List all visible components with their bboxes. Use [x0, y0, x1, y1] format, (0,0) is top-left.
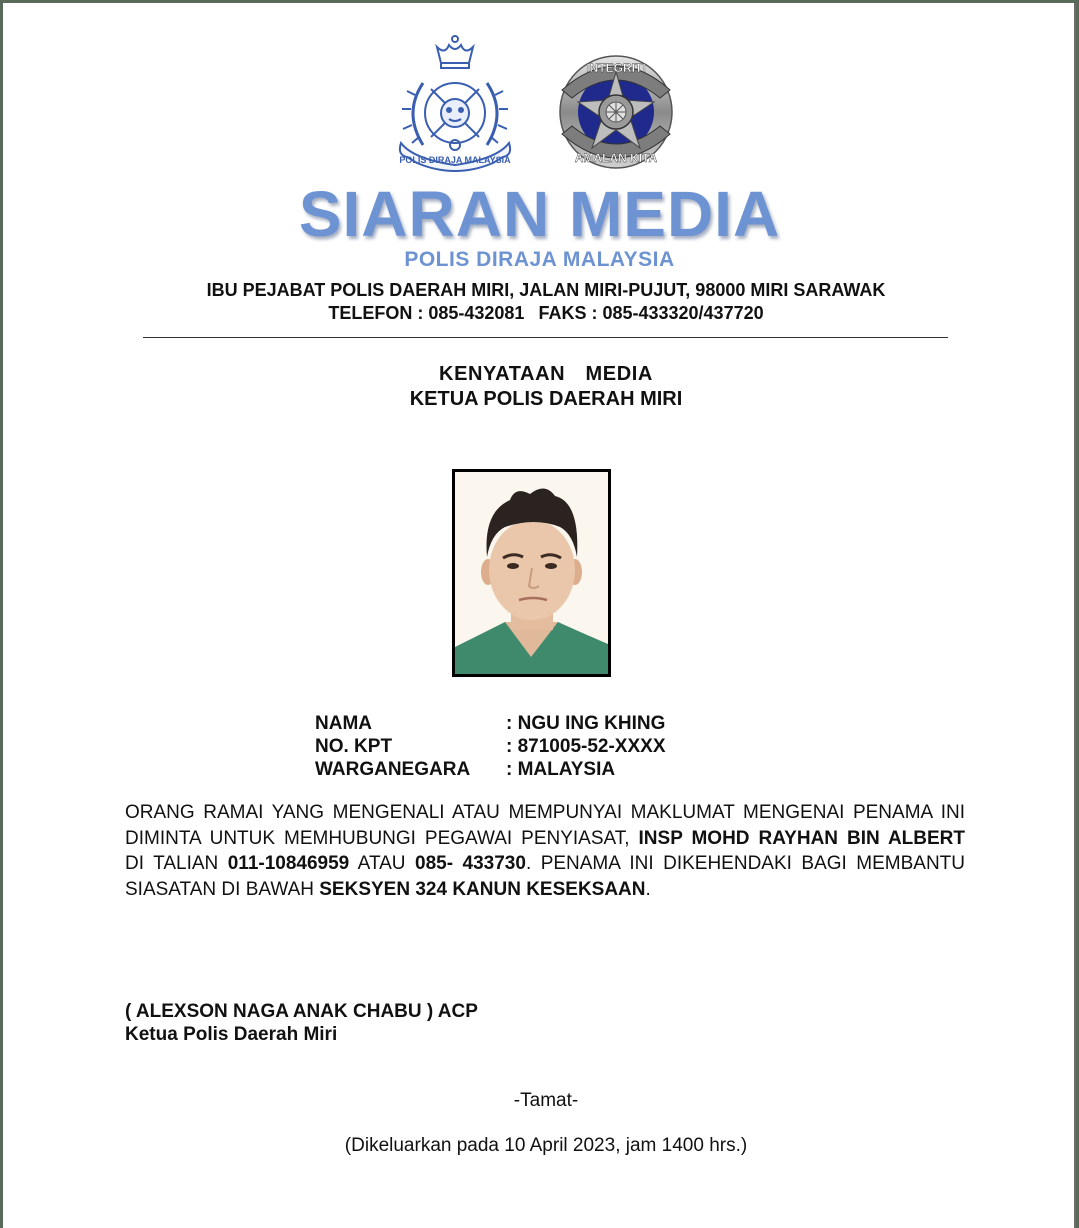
investigating-officer: INSP MOHD RAYHAN BIN ALBERT	[638, 827, 966, 849]
legal-section: SEKSYEN 324 KANUN KESEKSAAN	[319, 878, 646, 900]
logo-row	[3, 33, 1074, 178]
badge-top-text: INTEGRITI	[586, 61, 646, 75]
statement-title: KENYATAAN MEDIA	[439, 363, 653, 385]
detail-label-nama: NAMA	[315, 713, 372, 734]
paragraph-text: .	[645, 878, 651, 900]
address-line: IBU PEJABAT POLIS DAERAH MIRI, JALAN MIRI-PUJUT, 98000 MIRI SARAWAK	[206, 280, 886, 300]
signatory-title: Ketua Polis Daerah Miri	[125, 1024, 338, 1045]
detail-value-nama: : NGU ING KHING	[506, 713, 666, 734]
integriti-badge-icon	[556, 50, 676, 175]
telefon-number: TELEFON : 085-432081	[328, 303, 525, 323]
siaran-media-banner	[3, 178, 1076, 273]
signatory-name: ( ALEXSON NAGA ANAK CHABU ) ACP	[125, 1001, 478, 1022]
banner-subtitle: POLIS DIRAJA MALAYSIA	[404, 248, 675, 271]
contact-line	[3, 302, 1079, 325]
paragraph-text: . PENAMA INI DIKEHENDAKI BAGI MEMBANTU	[525, 853, 966, 874]
statement-subtitle: KETUA POLIS DAERAH MIRI	[409, 388, 683, 410]
suspect-details	[315, 712, 666, 781]
detail-label-warganegara: WARGANEGARA	[315, 759, 471, 780]
paragraph-line: ORANG RAMAI YANG MENGENALI ATAU MEMPUNYAI MAKLUMAT MENGENAI PENAMA INI	[125, 802, 965, 823]
faks-number: FAKS : 085-433320/437720	[538, 303, 764, 323]
detail-label-kpt: NO. KPT	[315, 736, 393, 757]
badge-bottom-text: AMALAN KITA	[574, 151, 658, 165]
detail-row	[315, 712, 666, 735]
signature-block	[125, 1000, 478, 1046]
paragraph-line	[125, 826, 965, 852]
paragraph-text: DIMINTA UNTUK MEMHUBUNGI PEGAWAI PENYIASAT,	[125, 827, 639, 849]
pdrm-crest-icon	[393, 33, 523, 178]
document-page	[3, 3, 1076, 1228]
statement-heading	[3, 361, 1079, 411]
office-address	[3, 279, 1079, 325]
detail-value-warganegara: : MALAYSIA	[506, 759, 616, 780]
paragraph-text: ATAU	[349, 853, 416, 874]
suspect-photo	[452, 469, 611, 677]
phone-number-office: 085- 433730	[415, 853, 526, 874]
paragraph-line	[125, 877, 965, 903]
detail-row	[315, 735, 666, 758]
crest-scroll-text: POLIS DIRAJA MALAYSIA	[399, 155, 511, 165]
phone-number-mobile: 011-10846959	[227, 853, 350, 874]
portrait-image	[455, 472, 608, 674]
end-marker: -Tamat-	[513, 1090, 579, 1111]
paragraph-line	[125, 851, 965, 877]
appeal-paragraph	[125, 800, 965, 902]
detail-value-kpt: : 871005-52-XXXX	[506, 736, 666, 757]
issue-date: (Dikeluarkan pada 10 April 2023, jam 1400 hrs.)	[344, 1135, 748, 1156]
banner-title: SIARAN MEDIA	[298, 178, 781, 250]
detail-row	[315, 758, 666, 781]
paragraph-text: DI TALIAN	[125, 853, 228, 874]
paragraph-text: SIASATAN DI BAWAH	[125, 878, 320, 900]
header-divider	[143, 337, 948, 338]
